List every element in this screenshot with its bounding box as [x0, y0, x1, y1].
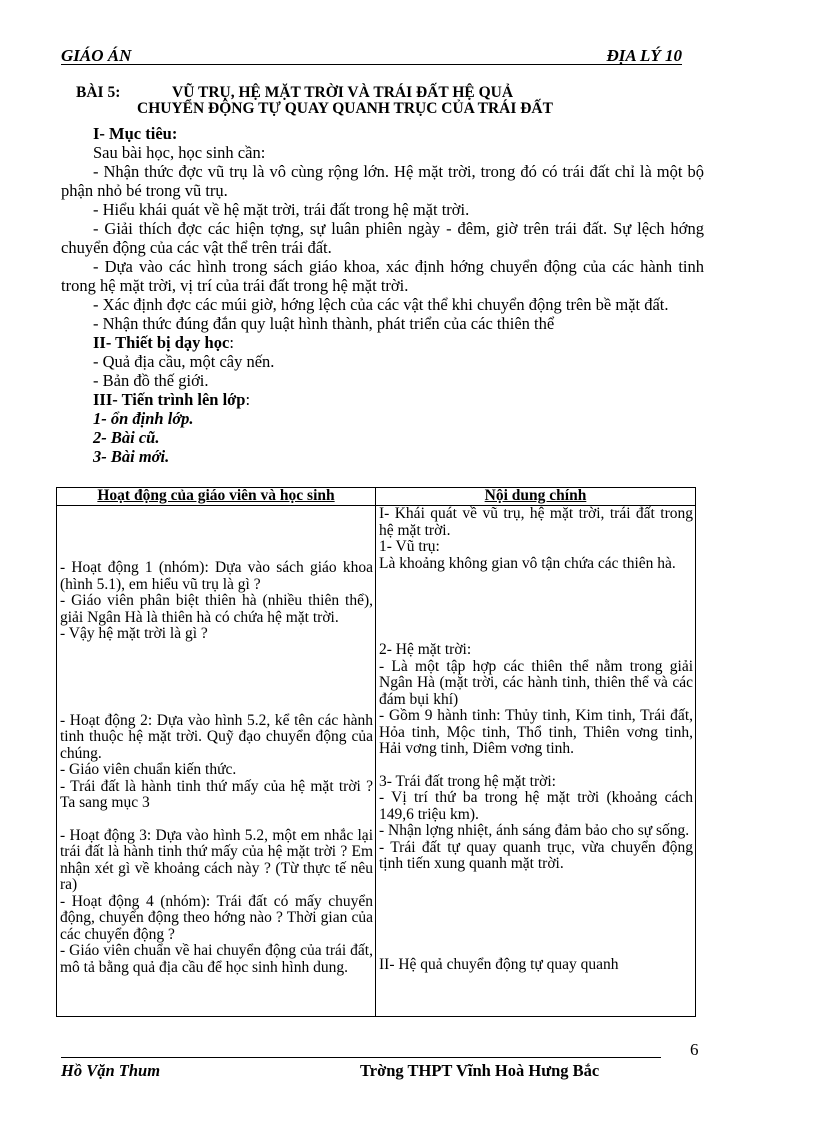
equipment-heading-colon: :	[229, 333, 234, 352]
section-procedure-heading	[61, 390, 704, 409]
footer-author: Hồ Vặn Thum	[61, 1061, 161, 1080]
content-item: 3- Trái đất trong hệ mặt trời:	[379, 772, 556, 790]
table-header-row	[57, 488, 696, 506]
content-item: - Là một tập hợp các thiên thể nằm trong giải Ngân Hà (mặt trời, các hành tinh, thiên thể và các đám bụi khí)	[379, 657, 693, 708]
title-line-1: VŨ TRỤ, HỆ MẶT TRỜI VÀ TRÁI ĐẤT HỆ QUẢ	[172, 84, 514, 101]
procedure-step: 1- ổn định lớp.	[93, 409, 194, 428]
section-equipment-heading	[61, 333, 704, 352]
objective-item: - Xác định đợc các múi giờ, hớng lệch của các vật thể khi chuyển động trên bề mặt đất.	[93, 295, 669, 314]
col-activities-header: Hoạt động của giáo viên và học sinh	[57, 488, 376, 506]
activity-item: - Hoạt động 4 (nhóm): Trái đất có mấy chuyển động, chuyển động theo hớng nào ? Thời gian của các chuyển động ?	[60, 892, 373, 943]
content-cell	[376, 506, 696, 1017]
activity-item: - Trái đất là hành tinh thứ mấy của hệ mặt trời ? Ta sang mục 3	[60, 777, 373, 811]
page-footer	[61, 1057, 661, 1078]
page-header	[61, 48, 682, 65]
activity-item: - Giáo viên chuẩn kiến thức.	[60, 761, 237, 778]
document-body	[61, 124, 704, 466]
content-item: - Nhận lợng nhiệt, ánh sáng đảm bảo cho sự sống.	[379, 822, 690, 839]
content-item: - Trái đất tự quay quanh trục, vừa chuyển động tịnh tiến xung quanh mặt trời.	[379, 838, 693, 872]
header-left: GIÁO ÁN	[61, 46, 132, 65]
activities-cell	[57, 506, 376, 1017]
procedure-heading-text: III- Tiến trình lên lớp	[93, 390, 246, 409]
col-content-header: Nội dung chính	[376, 488, 696, 506]
content-item: I- Khái quát về vũ trụ, hệ mặt trời, trái đất trong hệ mặt trời.	[379, 505, 693, 539]
content-item: - Gồm 9 hành tinh: Thủy tinh, Kim tinh, Trái đất, Hỏa tinh, Mộc tinh, Thổ tinh, Thiên vơng tinh, Hải vơng tinh, Diêm vơng tinh.	[379, 707, 693, 757]
equipment-heading-text: II- Thiết bị dạy học	[93, 333, 230, 352]
page-number: 6	[690, 1040, 699, 1059]
section-objectives-heading: I- Mục tiêu:	[93, 124, 178, 143]
objectives-intro: Sau bài học, học sinh cần:	[93, 143, 266, 162]
objective-item: - Hiểu khái quát về hệ mặt trời, trái đất trong hệ mặt trời.	[93, 200, 470, 219]
content-item: 2- Hệ mặt trời:	[379, 641, 472, 658]
header-right: ĐỊA LÝ 10	[606, 46, 682, 65]
content-item: Là khoảng không gian vô tận chứa các thiên hà.	[379, 554, 676, 572]
objective-item: - Dựa vào các hình trong sách giáo khoa, xác định hớng chuyển động của các hành tinh trong hệ mặt trời, vị trí của trái đất trong hệ mặt trời.	[61, 257, 704, 295]
activity-item: - Hoạt động 3: Dựa vào hình 5.2, một em nhắc lại trái đất là hành tinh thứ mấy của hệ mặt trời ? Em nhận xét gì về khoảng cách này ? (Từ thực tế nêu ra)	[60, 826, 373, 893]
table-row	[57, 506, 696, 1017]
lesson-table	[56, 487, 696, 1017]
activity-item: - Hoạt động 2: Dựa vào hình 5.2, kể tên các hành tinh thuộc hệ mặt trời. Quỹ đạo chuyển động của chúng.	[60, 711, 373, 762]
objective-item: - Nhận thức đúng đắn quy luật hình thành, phát triển của các thiên thể	[93, 314, 555, 333]
footer-school: Trờng THPT Vĩnh Hoà Hưng Bắc	[360, 1061, 600, 1080]
procedure-step: 3- Bài mới.	[93, 447, 170, 466]
activity-item: - Vậy hệ mặt trời là gì ?	[60, 625, 208, 642]
title-line-2: CHUYỂN ĐỘNG TỰ QUAY QUANH TRỤC CỦA TRÁI ĐẤT	[137, 100, 553, 117]
content-item: II- Hệ quả chuyển động tự quay quanh	[379, 955, 619, 973]
activity-item: - Giáo viên phân biệt thiên hà (nhiều thiên thể), giải Ngân Hà là thiên hà có chứa hệ mặt trời.	[60, 592, 373, 626]
lesson-label: BÀI 5:	[76, 84, 121, 101]
objective-item: - Nhận thức đợc vũ trụ là vô cùng rộng lớn. Hệ mặt trời, trong đó có trái đất chỉ là một bộ phận nhỏ bé trong vũ trụ.	[61, 162, 704, 200]
equipment-item: - Bản đồ thế giới.	[93, 371, 209, 390]
procedure-step: 2- Bài cũ.	[93, 428, 160, 447]
equipment-item: - Quả địa cầu, một cây nến.	[93, 352, 275, 371]
activity-item: - Hoạt động 1 (nhóm): Dựa vào sách giáo khoa (hình 5.1), em hiểu vũ trụ là gì ?	[60, 559, 373, 593]
content-item: 1- Vũ trụ:	[379, 538, 440, 555]
content-item: - Vị trí thứ ba trong hệ mặt trời (khoảng cách 149,6 triệu km).	[379, 789, 693, 823]
procedure-heading-colon: :	[245, 390, 251, 409]
activity-item: - Giáo viên chuẩn về hai chuyển động của trái đất, mô tả bằng quả địa cầu để học sinh hình dung.	[60, 942, 373, 976]
objective-item: - Giải thích đợc các hiện tợng, sự luân phiên ngày - đêm, giờ trên trái đất. Sự lệch hớng chuyển động của các vật thể trên trái đất.	[61, 219, 704, 257]
